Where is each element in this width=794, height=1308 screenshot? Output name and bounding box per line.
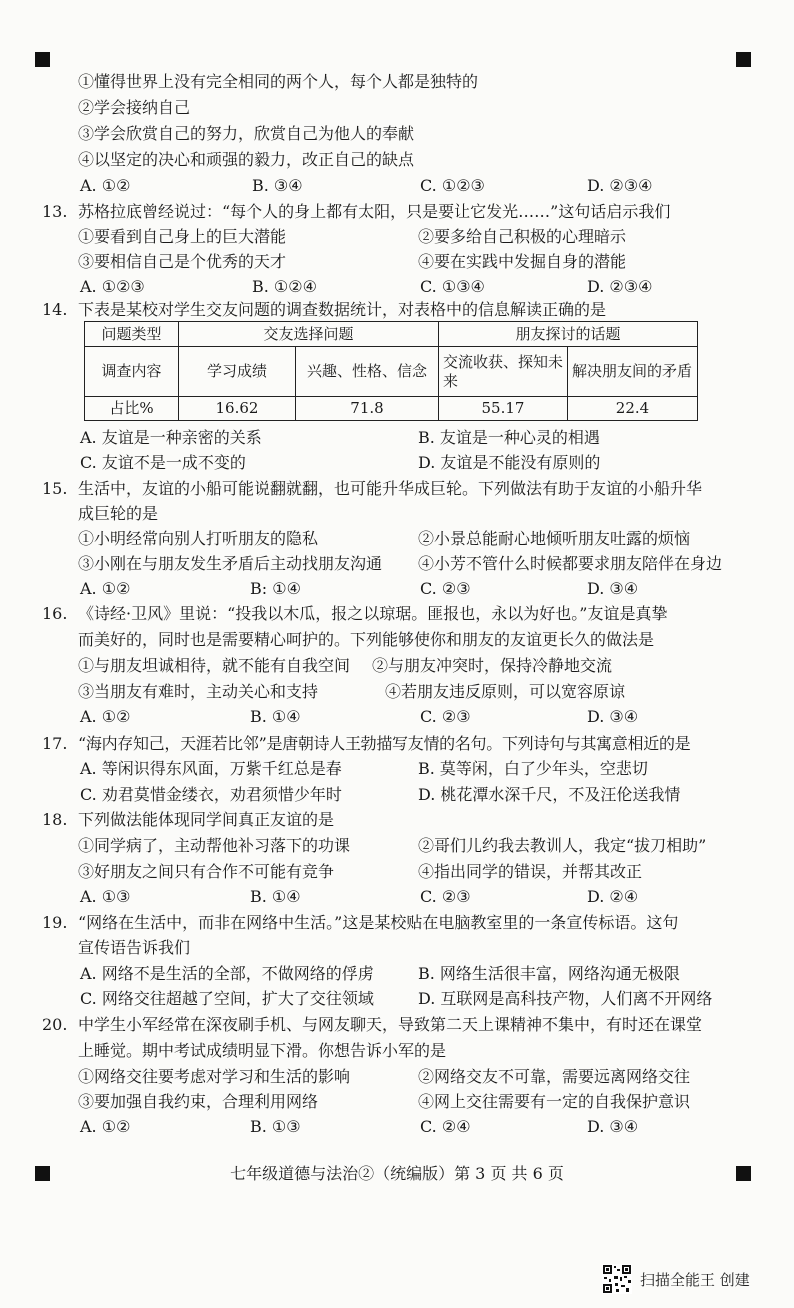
q12-statement-1: ①懂得世界上没有完全相同的两个人，每个人都是独特的 — [78, 72, 479, 91]
q18-statement-1: ①同学病了，主动帮他补习落下的功课 — [78, 836, 351, 855]
q18-statement-4: ④指出同学的错误，并帮其改正 — [418, 862, 643, 881]
q19-stem-line2: 宣传语告诉我们 — [78, 938, 191, 957]
q13-statement-3: ③要相信自己是个优秀的天才 — [78, 252, 287, 271]
registration-mark-top-left — [35, 52, 50, 67]
q12-option-d: D. ②③④ — [587, 176, 653, 195]
q20-stem-line2: 上睡觉。期中考试成绩明显下滑。你想告诉小军的是 — [78, 1041, 447, 1060]
q20-option-c: C. ②④ — [420, 1117, 471, 1136]
q13-number: 13. — [42, 202, 68, 221]
table-cell-percent-2: 71.8 — [296, 397, 439, 421]
q20-option-b: B. ①③ — [250, 1117, 301, 1136]
q15-option-a: A. ①② — [80, 579, 131, 598]
table-header-friend-selection: 交友选择问题 — [179, 322, 439, 347]
q16-option-d: D. ③④ — [587, 707, 639, 726]
q19-option-c: C. 网络交往超越了空间，扩大了交往领域 — [80, 989, 374, 1008]
q20-number: 20. — [42, 1015, 68, 1034]
q13-statement-4: ④要在实践中发掘自身的潜能 — [418, 252, 627, 271]
q17-option-b: B. 莫等闲，白了少年头，空悲切 — [418, 759, 648, 778]
q20-statement-2: ②网络交友不可靠，需要远离网络交往 — [418, 1067, 691, 1086]
q18-option-c: C. ②③ — [420, 887, 471, 906]
q17-option-c: C. 劝君莫惜金缕衣，劝君须惜少年时 — [80, 785, 342, 804]
q18-stem: 下列做法能体现同学间真正友谊的是 — [78, 810, 335, 829]
scanner-watermark — [602, 1264, 750, 1294]
survey-table — [84, 321, 698, 421]
q13-statement-2: ②要多给自己积极的心理暗示 — [418, 227, 627, 246]
q15-statement-4: ④小芳不管什么时候都要求朋友陪伴在身边 — [418, 554, 723, 573]
q15-statement-1: ①小明经常向别人打听朋友的隐私 — [78, 529, 319, 548]
q18-option-a: A. ①③ — [80, 887, 131, 906]
q17-option-d: D. 桃花潭水深千尺，不及汪伦送我情 — [418, 785, 681, 804]
q14-option-a: A. 友谊是一种亲密的关系 — [80, 428, 262, 447]
q15-statement-3: ③小刚在与朋友发生矛盾后主动找朋友沟通 — [78, 554, 383, 573]
q13-stem: 苏格拉底曾经说过：“每个人的身上都有太阳，只是要让它发光……”这句话启示我们 — [78, 202, 671, 221]
page-footer: 七年级道德与法治②（统编版）第 3 页 共 6 页 — [230, 1164, 564, 1183]
registration-mark-top-right — [736, 52, 751, 67]
q16-statement-2: ②与朋友冲突时，保持冷静地交流 — [372, 656, 613, 675]
q17-number: 17. — [42, 734, 68, 753]
q16-option-a: A. ①② — [80, 707, 131, 726]
q14-option-d: D. 友谊是不能没有原则的 — [418, 453, 601, 472]
q16-option-c: C. ②③ — [420, 707, 471, 726]
q20-statement-3: ③要加强自我约束，合理利用网络 — [78, 1092, 319, 1111]
q12-option-c: C. ①②③ — [420, 176, 485, 195]
q19-option-d: D. 互联网是高科技产物，人们离不开网络 — [418, 989, 713, 1008]
q16-statement-4: ④若朋友违反原则，可以宽容原谅 — [385, 682, 626, 701]
table-header-question-type: 问题类型 — [85, 322, 179, 347]
q18-statement-3: ③好朋友之间只有合作不可能有竞争 — [78, 862, 335, 881]
q15-option-d: D. ③④ — [587, 579, 639, 598]
table-cell-content-4: 解决朋友间的矛盾 — [568, 347, 698, 397]
q19-option-b: B. 网络生活很丰富，网络沟通无极限 — [418, 964, 680, 983]
q14-option-b: B. 友谊是一种心灵的相遇 — [418, 428, 600, 447]
table-header-friend-topics: 朋友探讨的话题 — [439, 322, 698, 347]
q20-statement-1: ①网络交往要考虑对学习和生活的影响 — [78, 1067, 351, 1086]
q17-option-a: A. 等闲识得东风面，万紫千红总是春 — [80, 759, 342, 778]
table-cell-content-3: 交流收获、探知未来 — [439, 347, 568, 397]
q20-stem-line1: 中学生小军经常在深夜刷手机、与网友聊天，导致第二天上课精神不集中，有时还在课堂 — [78, 1015, 703, 1034]
q15-stem-line1: 生活中，友谊的小船可能说翻就翻，也可能升华成巨轮。下列做法有助于友谊的小船升华 — [78, 479, 703, 498]
q19-option-a: A. 网络不是生活的全部，不做网络的俘虏 — [80, 964, 374, 983]
q18-statement-2: ②哥们儿约我去教训人，我定“拔刀相助” — [418, 836, 707, 855]
table-row-label-content: 调查内容 — [85, 347, 179, 397]
q15-option-b: B: ①④ — [250, 579, 301, 598]
q19-stem-line1: “网络在生活中，而非在网络中生活。”这是某校贴在电脑教室里的一条宣传标语。这句 — [78, 913, 679, 932]
table-row-label-percent: 占比% — [85, 397, 179, 421]
q18-number: 18. — [42, 810, 68, 829]
q15-stem-line2: 成巨轮的是 — [78, 504, 159, 523]
q16-stem-line2: 而美好的，同时也是需要精心呵护的。下列能够使你和朋友的友谊更长久的做法是 — [78, 630, 655, 649]
table-cell-content-1: 学习成绩 — [179, 347, 296, 397]
q16-stem-line1: 《诗经·卫风》里说：“投我以木瓜，报之以琼琚。匪报也，永以为好也。”友谊是真挚 — [78, 604, 668, 623]
q16-statement-1: ①与朋友坦诚相待，就不能有自我空间 — [78, 656, 351, 675]
q16-number: 16. — [42, 604, 68, 623]
qr-code-icon — [602, 1264, 632, 1294]
q12-statement-3: ③学会欣赏自己的努力，欣赏自己为他人的奉献 — [78, 124, 415, 143]
q20-option-a: A. ①② — [80, 1117, 131, 1136]
q18-option-d: D. ②④ — [587, 887, 639, 906]
q13-option-d: D. ②③④ — [587, 277, 653, 296]
q14-number: 14. — [42, 300, 68, 319]
q18-option-b: B. ①④ — [250, 887, 301, 906]
q16-option-b: B. ①④ — [250, 707, 301, 726]
q13-option-c: C. ①③④ — [420, 277, 485, 296]
q15-number: 15. — [42, 479, 68, 498]
q20-statement-4: ④网上交往需要有一定的自我保护意识 — [418, 1092, 691, 1111]
q15-option-c: C. ②③ — [420, 579, 471, 598]
q13-option-b: B. ①②④ — [252, 277, 317, 296]
table-cell-content-2: 兴趣、性格、信念 — [296, 347, 439, 397]
q12-option-a: A. ①② — [80, 176, 131, 195]
table-cell-percent-4: 22.4 — [568, 397, 698, 421]
q12-statement-4: ④以坚定的决心和顽强的毅力，改正自己的缺点 — [78, 150, 415, 169]
table-cell-percent-3: 55.17 — [439, 397, 568, 421]
q16-statement-3: ③当朋友有难时，主动关心和支持 — [78, 682, 319, 701]
q19-number: 19. — [42, 913, 68, 932]
q17-stem: “海内存知己，天涯若比邻”是唐朝诗人王勃描写友情的名句。下列诗句与其寓意相近的是 — [78, 734, 691, 753]
q12-statement-2: ②学会接纳自己 — [78, 98, 191, 117]
q13-statement-1: ①要看到自己身上的巨大潜能 — [78, 227, 287, 246]
q12-option-b: B. ③④ — [252, 176, 303, 195]
table-cell-percent-1: 16.62 — [179, 397, 296, 421]
q13-option-a: A. ①②③ — [80, 277, 145, 296]
scanner-label: 扫描全能王 创建 — [640, 1270, 750, 1289]
q15-statement-2: ②小景总能耐心地倾听朋友吐露的烦恼 — [418, 529, 691, 548]
q14-option-c: C. 友谊不是一成不变的 — [80, 453, 246, 472]
q20-option-d: D. ③④ — [587, 1117, 639, 1136]
q14-stem: 下表是某校对学生交友问题的调查数据统计，对表格中的信息解读正确的是 — [78, 300, 607, 319]
